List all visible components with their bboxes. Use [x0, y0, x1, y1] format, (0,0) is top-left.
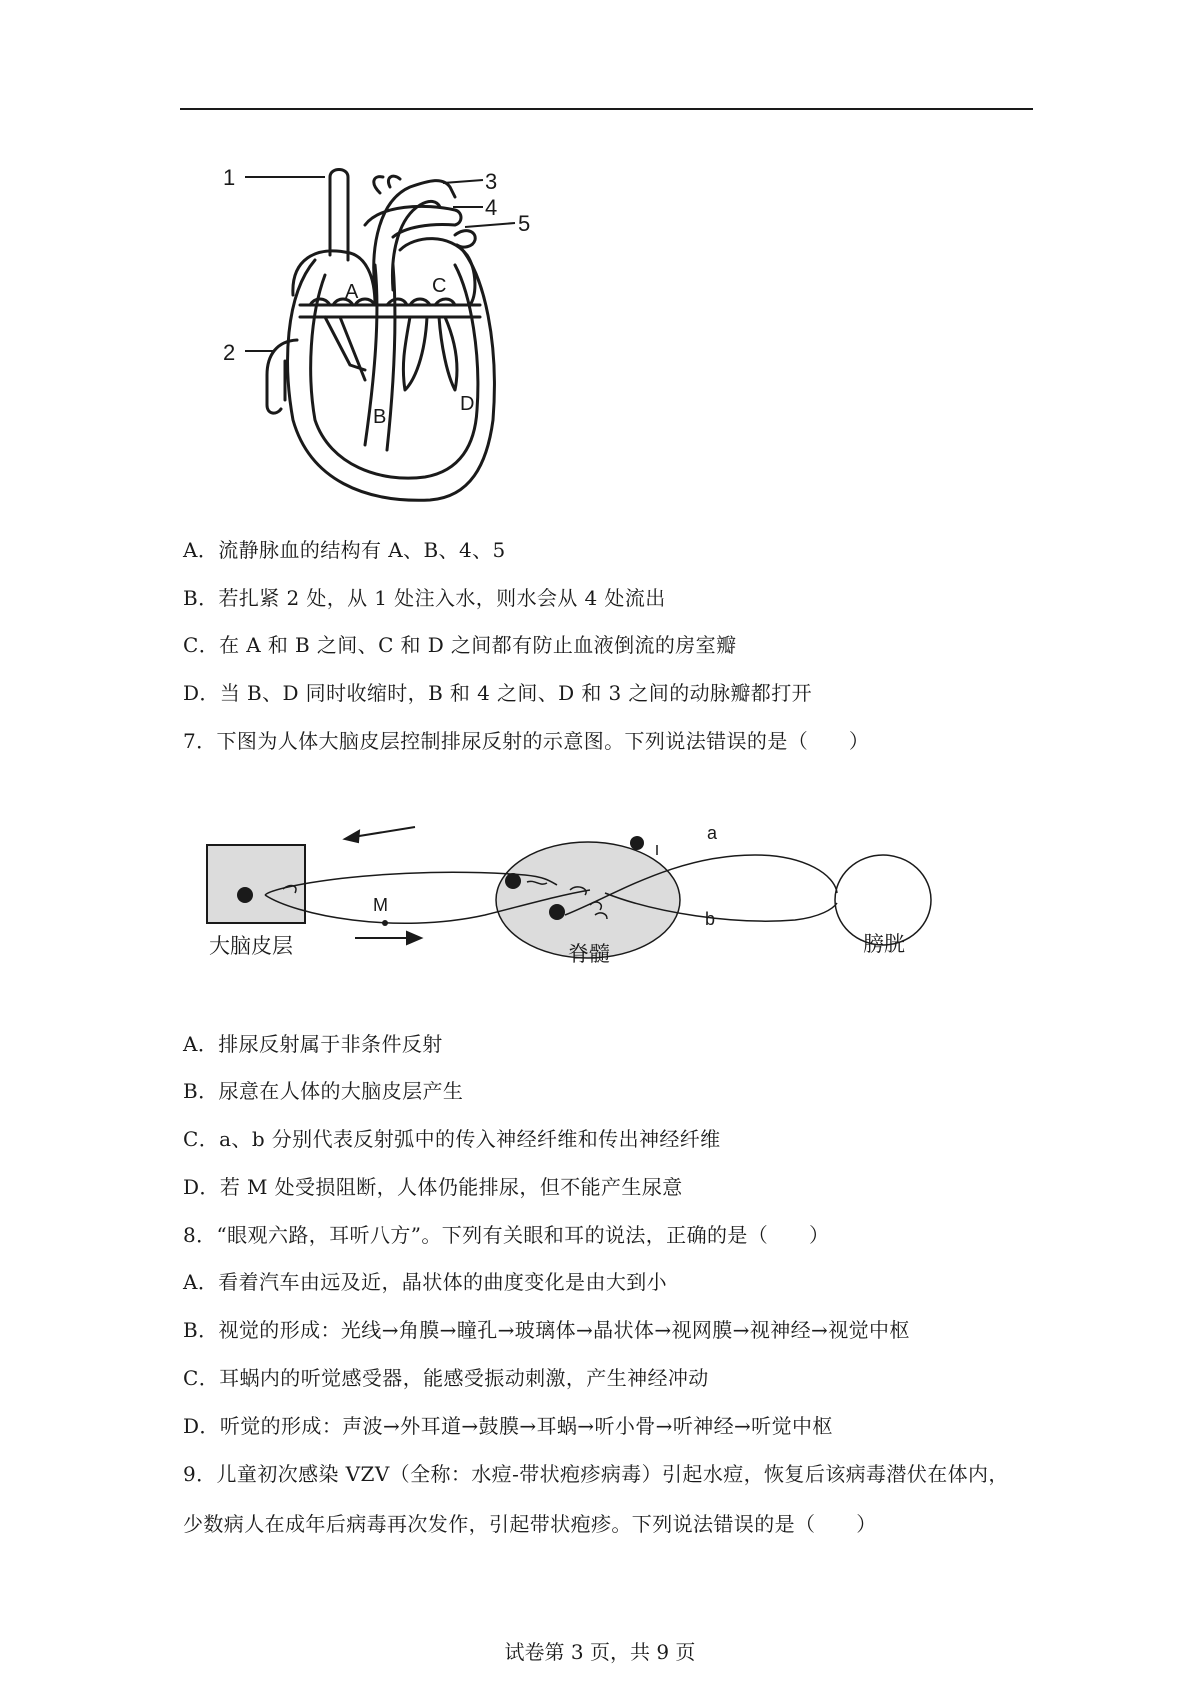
heart-label-1: 1 — [223, 165, 236, 190]
q8-option-a: A．看着汽车由远及近，晶状体的曲度变化是由大到小 — [183, 1270, 668, 1294]
q6-option-b: B．若扎紧 2 处，从 1 处注入水，则水会从 4 处流出 — [183, 586, 666, 610]
heart-label-2: 2 — [223, 340, 236, 365]
label-m: M — [373, 895, 388, 915]
q7-option-d: D．若 M 处受损阻断，人体仍能排尿，但不能产生尿意 — [183, 1175, 683, 1199]
q6-option-a: A．流静脉血的结构有 A、B、4、5 — [183, 538, 506, 562]
reflex-arc-diagram — [195, 815, 955, 975]
spine-neuron-dot-lower — [549, 904, 565, 920]
chamber-label-a: A — [345, 281, 359, 303]
heart-label-4: 4 — [485, 195, 498, 220]
page-footer: 试卷第 3 页，共 9 页 — [504, 1640, 696, 1664]
q8-stem: 8．“眼观六路，耳听八方”。下列有关眼和耳的说法，正确的是（ ） — [183, 1223, 830, 1247]
label-cortex: 大脑皮层 — [209, 935, 293, 958]
sensory-ganglion-dot — [630, 836, 644, 850]
q9-stem-line1: 9．儿童初次感染 VZV（全称：水痘-带状疱疹病毒）引起水痘，恢复后该病毒潜伏在体内， — [183, 1462, 1009, 1486]
point-m-dot — [382, 920, 388, 926]
q8-option-c: C．耳蜗内的听觉感受器，能感受振动刺激，产生神经冲动 — [183, 1366, 709, 1390]
q7-option-a: A．排尿反射属于非条件反射 — [183, 1032, 443, 1056]
heart-label-3: 3 — [485, 169, 498, 194]
header-rule — [180, 108, 1033, 110]
q9-stem-line2: 少数病人在成年后病毒再次发作，引起带状疱疹。下列说法错误的是（ ） — [183, 1512, 877, 1536]
q8-option-d: D．听觉的形成：声波→外耳道→鼓膜→耳蜗→听小骨→听神经→听觉中枢 — [183, 1414, 833, 1438]
q7-option-b: B．尿意在人体的大脑皮层产生 — [183, 1079, 464, 1103]
chamber-label-b: B — [373, 406, 387, 428]
cortex-neuron-dot — [237, 887, 253, 903]
q6-option-d: D．当 B、D 同时收缩时，B 和 4 之间、D 和 3 之间的动脉瓣都打开 — [183, 681, 813, 705]
label-bladder: 膀胱 — [863, 933, 905, 956]
q7-stem: 7．下图为人体大脑皮层控制排尿反射的示意图。下列说法错误的是（ ） — [183, 729, 870, 753]
spinal-cord-shape — [496, 842, 680, 958]
label-a: a — [707, 823, 718, 843]
q7-option-c: C．a、b 分别代表反射弧中的传入神经纤维和传出神经纤维 — [183, 1127, 721, 1151]
heart-label-5: 5 — [518, 211, 531, 236]
q6-option-c: C．在 A 和 B 之间、C 和 D 之间都有防止血液倒流的房室瓣 — [183, 633, 737, 657]
bladder-shape — [835, 855, 931, 945]
chamber-label-c: C — [432, 275, 447, 297]
q8-option-b: B．视觉的形成：光线→角膜→瞳孔→玻璃体→晶状体→视网膜→视神经→视觉中枢 — [183, 1318, 910, 1342]
heart-diagram — [215, 165, 575, 510]
label-b: b — [705, 909, 716, 929]
chamber-label-d: D — [460, 393, 475, 415]
cortex-box — [207, 845, 305, 923]
spine-neuron-dot-upper — [505, 873, 521, 889]
label-spinal-cord: 脊髓 — [568, 943, 610, 966]
